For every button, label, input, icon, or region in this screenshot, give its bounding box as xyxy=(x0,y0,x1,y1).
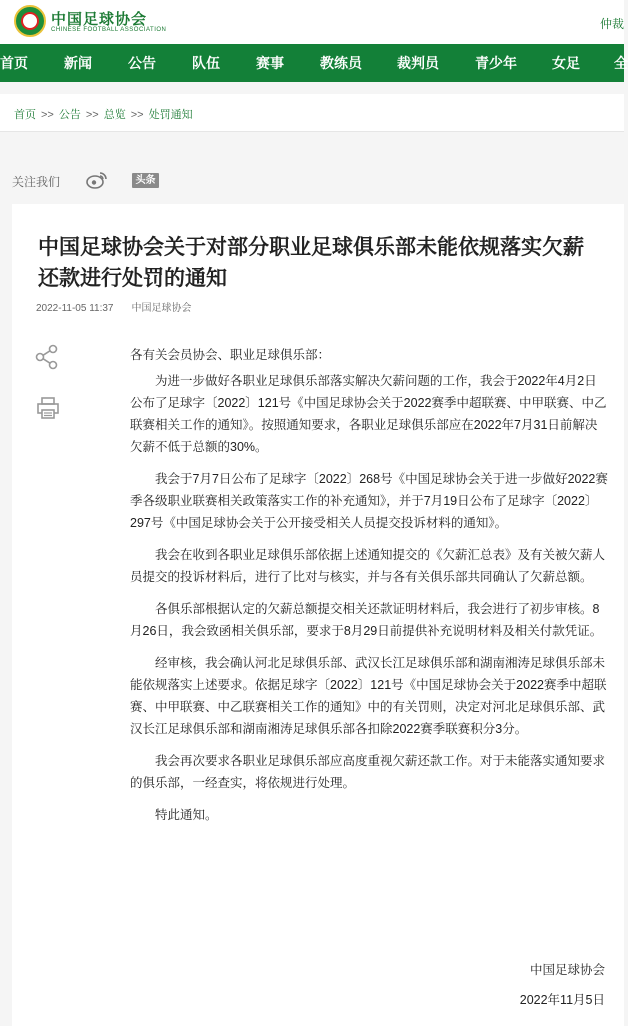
nav-item-coaches[interactable]: 教练员 xyxy=(320,55,362,71)
article-paragraph: 特此通知。 xyxy=(155,808,218,822)
weibo-icon[interactable] xyxy=(86,171,108,189)
signature-date: 2022年11月5日 xyxy=(519,993,605,1007)
breadcrumb-separator: >> xyxy=(41,109,54,121)
toutiao-icon[interactable]: 头条 xyxy=(132,173,159,188)
site-title[interactable]: 中国足球协会 xyxy=(51,11,148,28)
article-source: 中国足球协会 xyxy=(131,303,192,314)
breadcrumb xyxy=(0,94,624,132)
signature-org: 中国足球协会 xyxy=(529,963,605,977)
nav-item-notices[interactable]: 公告 xyxy=(128,55,156,71)
nav-item-home[interactable]: 首页 xyxy=(0,55,28,71)
breadcrumb-penalty[interactable]: 处罚通知 xyxy=(148,109,193,121)
nav-item-youth[interactable]: 青少年 xyxy=(475,55,517,71)
article-paragraph: 我会于7月7日公布了足球字〔2022〕268号《中国足球协会关于进一步做好2022赛季各级职业联赛相关政策落实工作的补充通知》，并于7月19日公布了足球字〔2022〕297号《中国足球协会关于公开接受相关人员提交投诉材料的通知》。 xyxy=(130,472,608,530)
breadcrumb-home[interactable]: 首页 xyxy=(14,109,36,121)
cfa-logo-icon[interactable] xyxy=(14,5,46,37)
print-icon[interactable] xyxy=(36,396,60,420)
breadcrumb-notices[interactable]: 公告 xyxy=(58,109,81,121)
article-body xyxy=(130,344,608,836)
article-paragraph: 我会再次要求各职业足球俱乐部应高度重视欠薪还款工作。对于未能落实通知要求的俱乐部，一经查实，将依规进行处理。 xyxy=(130,754,606,790)
follow-us-label: 关注我们 xyxy=(12,175,61,189)
breadcrumb-separator: >> xyxy=(85,109,99,121)
article-greeting: 各有关会员协会、职业足球俱乐部： xyxy=(130,348,331,362)
breadcrumb-separator: >> xyxy=(130,109,144,121)
breadcrumb-overview[interactable]: 总览 xyxy=(103,109,126,121)
nav-item-women[interactable]: 女足 xyxy=(552,55,580,71)
nav-item-more[interactable]: 全 xyxy=(614,55,628,71)
nav-item-events[interactable]: 赛事 xyxy=(256,55,284,71)
nav-item-news[interactable]: 新闻 xyxy=(64,55,92,71)
nav-item-teams[interactable]: 队伍 xyxy=(192,55,220,71)
article-card xyxy=(12,204,624,1026)
article-paragraph: 各俱乐部根据认定的欠薪总额提交相关还款证明材料后，我会进行了初步审核。8月26日，我会致函相关俱乐部，要求于8月29日前提供补充说明材料及相关付款凭证。 xyxy=(130,602,603,638)
site-header xyxy=(0,0,624,44)
article-paragraph: 为进一步做好各职业足球俱乐部落实解决欠薪问题的工作，我会于2022年4月2日公布了足球字〔2022〕121号《中国足球协会关于2022赛季中超联赛、中甲联赛、中乙联赛相关工作的通知》。按照通知要求，各职业足球俱乐部应在2022年7月31日前解决欠薪不低于总额的30%。 xyxy=(130,374,607,454)
article-paragraph: 我会在收到各职业足球俱乐部依据上述通知提交的《欠薪汇总表》及有关被欠薪人员提交的投诉材料后，进行了比对与核实，并与各有关俱乐部共同确认了欠薪总额。 xyxy=(130,548,606,584)
site-subtitle: CHINESE FOOTBALL ASSOCIATION xyxy=(51,27,167,33)
nav-item-referees[interactable]: 裁判员 xyxy=(397,55,439,71)
article-datetime: 2022-11-05 11:37 xyxy=(36,303,114,314)
main-nav xyxy=(0,44,628,82)
share-icon[interactable] xyxy=(34,344,60,370)
article-meta xyxy=(36,299,191,314)
top-link-arbitration[interactable]: 仲裁 xyxy=(599,17,624,31)
article-title: 中国足球协会关于对部分职业足球俱乐部未能依规落实欠薪还款进行处罚的通知 xyxy=(38,236,584,290)
article-paragraph: 经审核，我会确认河北足球俱乐部、武汉长江足球俱乐部和湖南湘涛足球俱乐部未能依规落实上述要求。依据足球字〔2022〕121号《中国足球协会关于2022赛季中超联赛、中甲联赛、中乙联赛相关工作的通知》中的有关罚则，决定对河北足球俱乐部、武汉长江足球俱乐部和湖南湘涛足球俱乐部各扣除2022赛季联赛积分3分。 xyxy=(130,656,607,736)
